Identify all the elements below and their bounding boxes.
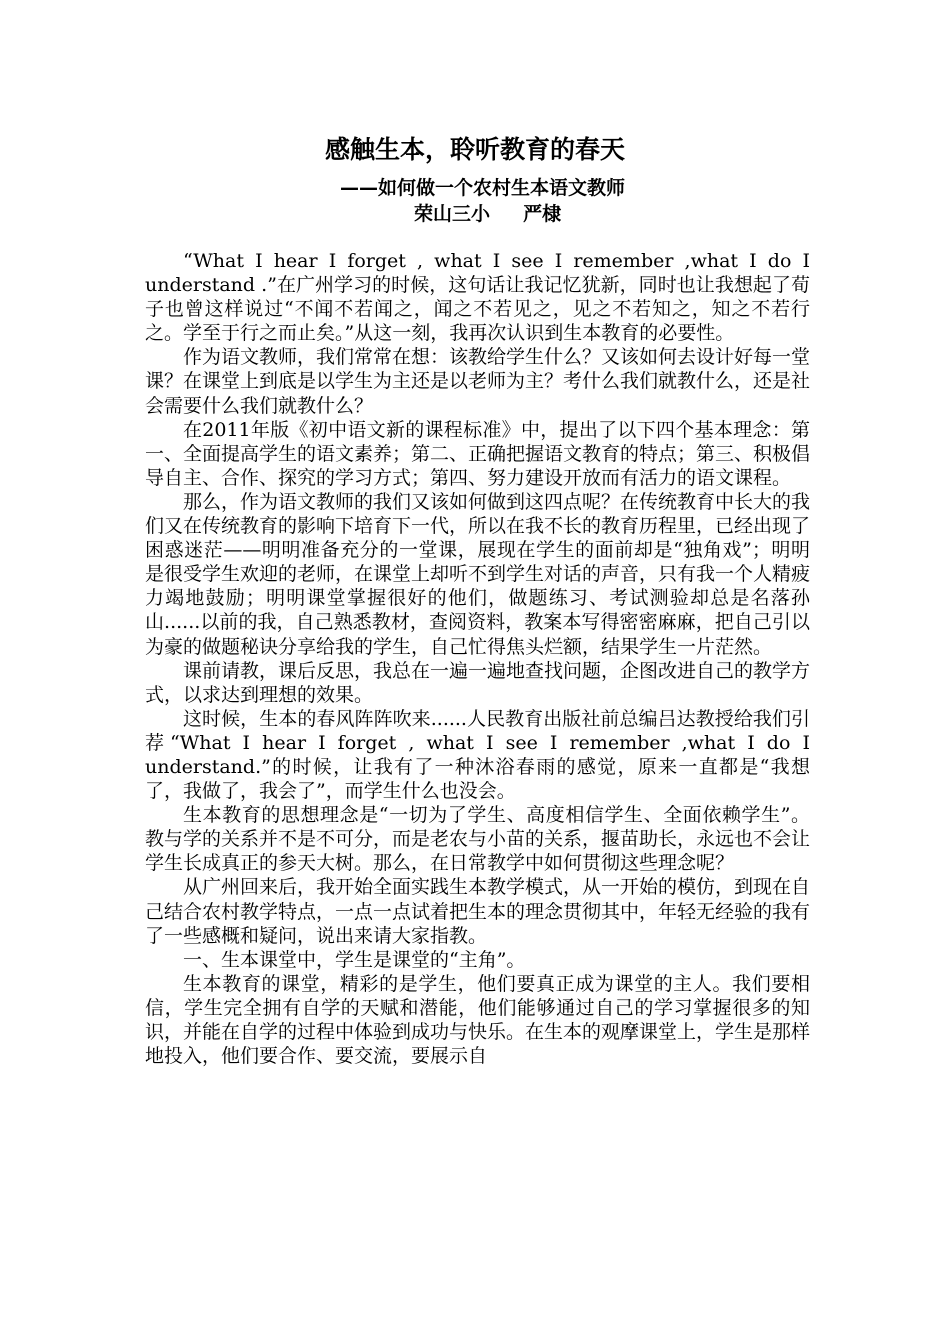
paragraph: 生本教育的思想理念是“一切为了学生、高度相信学生、全面依赖学生”。教与学的关系并不是不可分，而是老农与小苗的关系，揠苗助长，永远也不会让学生长成真正的参天大树。那么，在日常教学中如何贯彻这些理念呢？	[145, 804, 811, 875]
document-title: 感触生本，聆听教育的春天	[324, 135, 625, 164]
paragraph: “What I hear I forget , what I see I remember ,what I do I understand .”在广州学习的时候，这句话让我记忆犹新，同时也让我想起了荀子也曾这样说过“不闻不若闻之，闻之不若见之，见之不若知之，知之不若行之。学至于行之而止矣。”从这一刻，我再次认识到生本教育的必要性。	[145, 250, 810, 345]
paragraph: 在2011年版《初中语文新的课程标准》中，提出了以下四个基本理念：第一、全面提高学生的语文素养；第二、正确把握语文教育的特点；第三、积极倡导自主、合作、探究的学习方式；第四、努力建设开放而有活力的语文课程。	[145, 418, 811, 489]
section-heading: 一、生本课堂中，学生是课堂的“主角”。	[183, 948, 526, 971]
paragraph: 那么，作为语文教师的我们又该如何做到这四点呢？在传统教育中长大的我们又在传统教育的影响下培育下一代，所以在我不长的教育历程里，已经出现了困惑迷茫——明明准备充分的一堂课，展现在学生的面前却是“独角戏”；明明是很受学生欢迎的老师，在课堂上却听不到学生对话的声音，只有我一个人精疲力竭地鼓励；明明课堂掌握很好的他们，做题练习、考试测验却总是名落孙山......以前的我，自己熟悉教材，查阅资料，教案本写得密密麻麻，把自己引以为豪的做题秘诀分享给我的学生，自己忙得焦头烂额，结果学生一片茫然。	[145, 490, 811, 658]
paragraph: 课前请教，课后反思，我总在一遍一遍地查找问题，企图改进自己的教学方式，以求达到理想的效果。	[145, 659, 811, 706]
paragraph: 作为语文教师，我们常常在想：该教给学生什么？又该如何去设计好每一堂课？在课堂上到底是以学生为主还是以老师为主？考什么我们就教什么，还是社会需要什么我们就教什么？	[145, 346, 811, 417]
document-body	[145, 249, 810, 1068]
paragraph: 这时候，生本的春风阵阵吹来......人民教育出版社前总编吕达教授给我们引荐“What I hear I forget , what I see I remember ,what I do I understand.”的时候，让我有了一种沐浴春雨的感觉，原来一直都是“我想了，我做了，我会了”，而学生什么也没会。	[145, 707, 810, 803]
author-line: 荣山三小 严棣	[414, 203, 562, 225]
paragraph: 生本教育的课堂，精彩的是学生，他们要真正成为课堂的主人。我们要相信，学生完全拥有自学的天赋和潜能，他们能够通过自己的学习掌握很多的知识，并能在自学的过程中体验到成功与快乐。在生本的观摩课堂上，学生是那样地投入，他们要合作、要交流，要展示自	[145, 972, 811, 1068]
document-subtitle: ——如何做一个农村生本语文教师	[340, 177, 626, 199]
paragraph: 从广州回来后，我开始全面实践生本教学模式，从一开始的模仿，到现在自己结合农村教学特点，一点一点试着把生本的理念贯彻其中，年轻无经验的我有了一些感概和疑问，说出来请大家指教。	[145, 876, 811, 947]
